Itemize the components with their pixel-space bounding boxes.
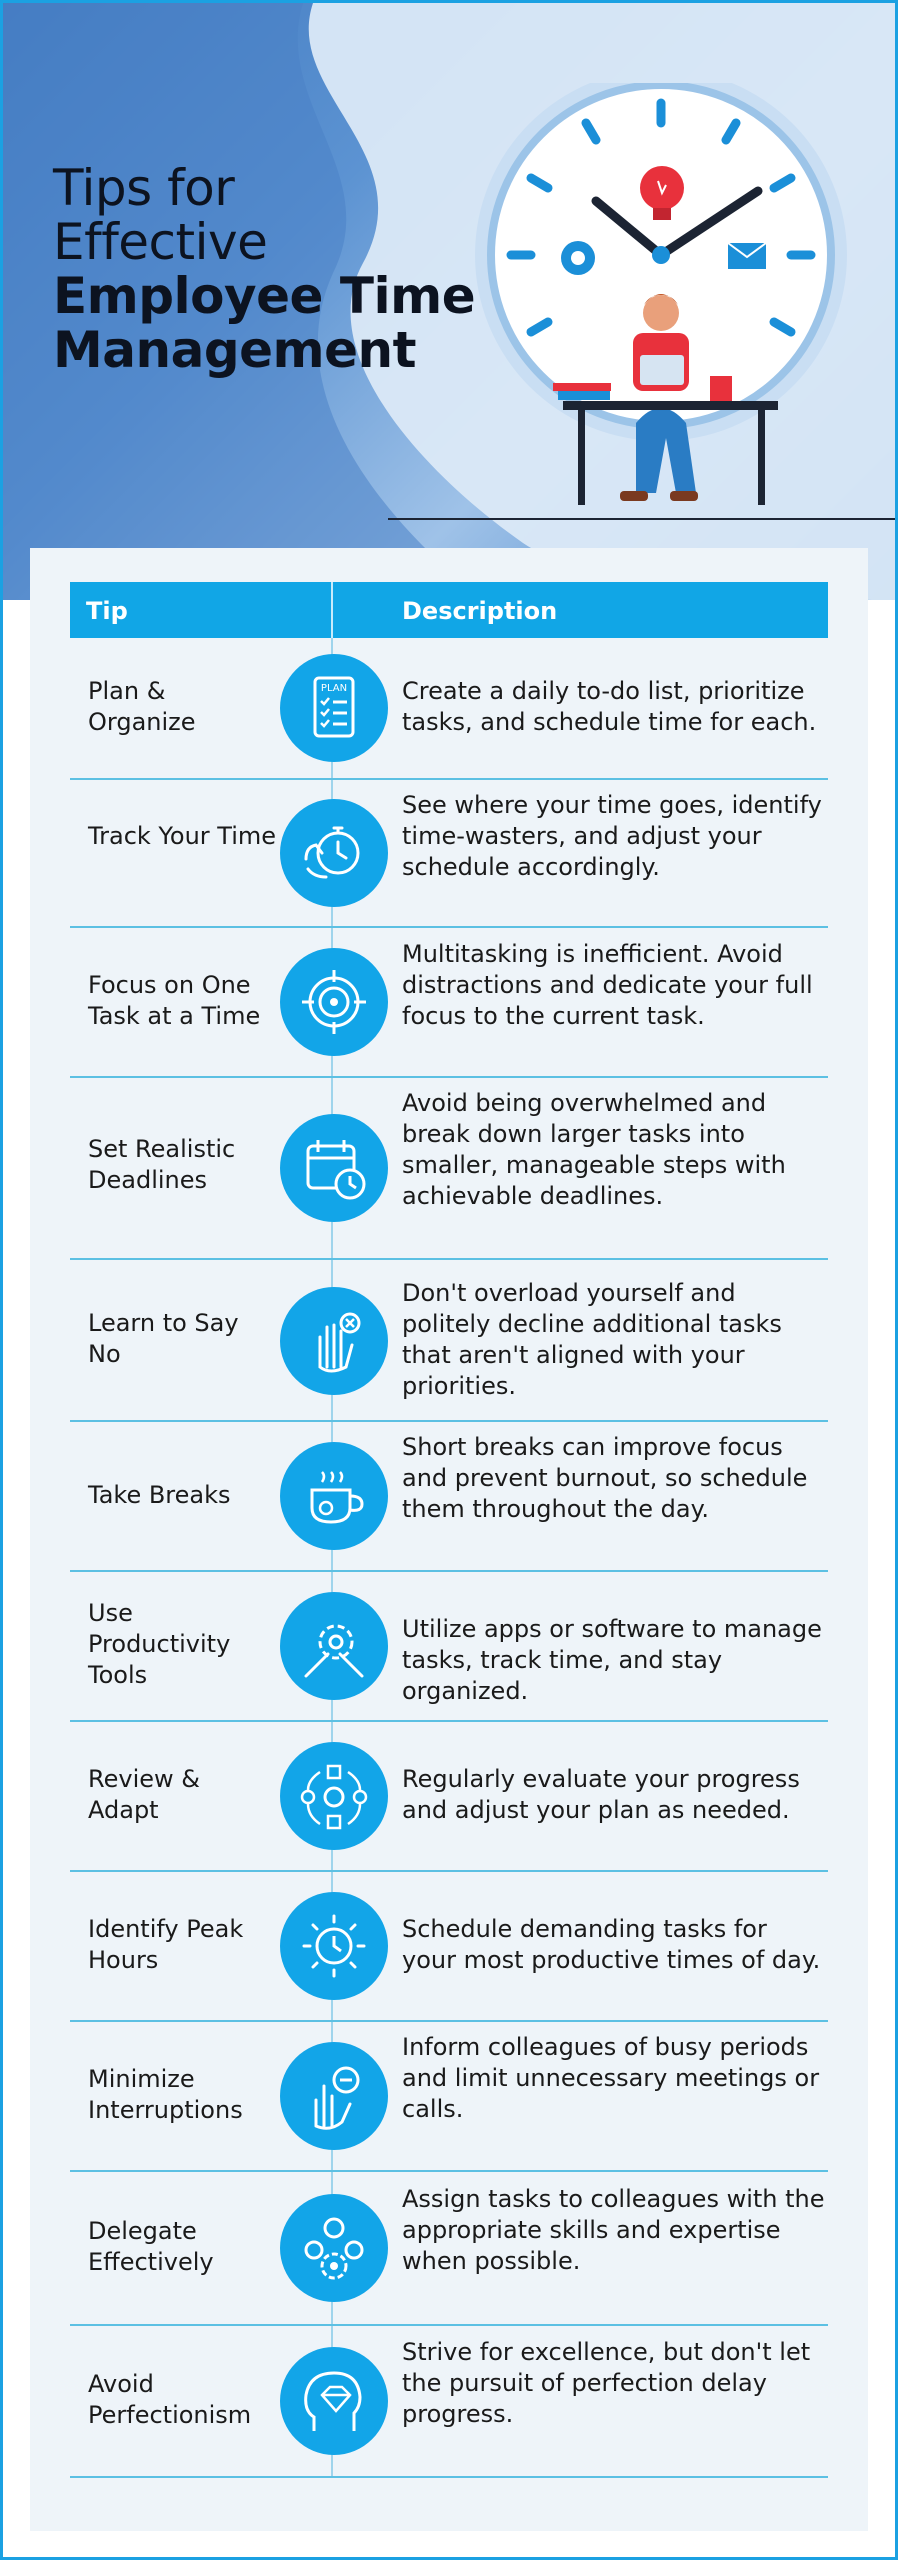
tip-name: Learn to Say No [88,1309,239,1368]
tip-name: Set Realistic Deadlines [88,1135,236,1194]
tools-gear-icon [280,1592,388,1700]
checklist-icon [280,654,388,762]
tip-description: Don't overload yourself and politely decline additional tasks that aren't aligned with your priorities. [402,1279,782,1400]
table-row [70,1872,828,2022]
table-row [70,780,828,928]
tip-name: Plan & Organize [88,677,196,736]
table-row [70,1078,828,1260]
tip-description: Regularly evaluate your progress and adjust your plan as needed. [402,1765,800,1824]
target-icon [280,948,388,1056]
table-row [70,928,828,1078]
tip-description: Avoid being overwhelmed and break down larger tasks into smaller, manageable steps with achievable deadlines. [402,1089,786,1210]
table-row [70,1722,828,1872]
table-row [70,2172,828,2326]
title-line-1: Tips for [53,159,235,217]
tip-name: Review & Adapt [88,1765,200,1824]
title-line-3: Employee Time [53,267,476,325]
tip-description: Short breaks can improve focus and prevent burnout, so schedule them throughout the day. [402,1433,808,1523]
header-tip: Tip [86,597,128,625]
head-diamond-icon [280,2347,388,2455]
tip-name: Identify Peak Hours [88,1915,244,1974]
svg-text:PLAN: PLAN [320,683,348,694]
table-row [70,1422,828,1572]
tip-description: Multitasking is inefficient. Avoid distractions and dedicate your full focus to the current task. [402,940,813,1030]
sun-clock-icon [280,1892,388,2000]
team-gear-icon [280,2194,388,2302]
tip-name: Minimize Interruptions [88,2065,243,2124]
calendar-clock-icon [280,1114,388,1222]
clock-worker-illustration [378,83,895,533]
table-row [70,1572,828,1722]
tip-name: Focus on One Task at a Time [88,971,261,1030]
tip-name: Delegate Effectively [88,2217,214,2276]
tip-description: Create a daily to-do list, prioritize tasks, and schedule time for each. [402,677,817,736]
tip-description: Inform colleagues of busy periods and limit unnecessary meetings or calls. [402,2033,820,2123]
tip-description: Assign tasks to colleagues with the appropriate skills and expertise when possible. [402,2185,825,2275]
title-line-2: Effective [53,213,268,271]
hand-minus-icon [280,2042,388,2150]
tip-name: Track Your Time [88,822,277,850]
table-row [70,2022,828,2172]
tip-description: Strive for excellence, but don't let the pursuit of perfection delay progress. [402,2338,811,2428]
header-description: Description [402,597,558,625]
tip-name: Use Productivity Tools [88,1599,231,1689]
tip-name: Avoid Perfectionism [88,2370,252,2429]
header-divider [331,582,333,638]
tip-name: Take Breaks [88,1481,231,1509]
coffee-cup-icon [280,1442,388,1550]
table-header [70,582,828,638]
stop-hand-icon [280,1287,388,1395]
table-row [70,638,828,780]
table-row [70,2326,828,2478]
stopwatch-hand-icon [280,799,388,907]
hero-banner [3,3,895,600]
tip-description: See where your time goes, identify time-wasters, and adjust your schedule accordingly. [402,791,822,881]
title-line-4: Management [53,321,417,379]
tip-description: Schedule demanding tasks for your most productive times of day. [402,1915,821,1974]
table-row [70,1260,828,1422]
gear-icon [561,241,595,275]
review-cycle-icon [280,1742,388,1850]
tip-description: Utilize apps or software to manage tasks, track time, and stay organized. [402,1615,822,1705]
